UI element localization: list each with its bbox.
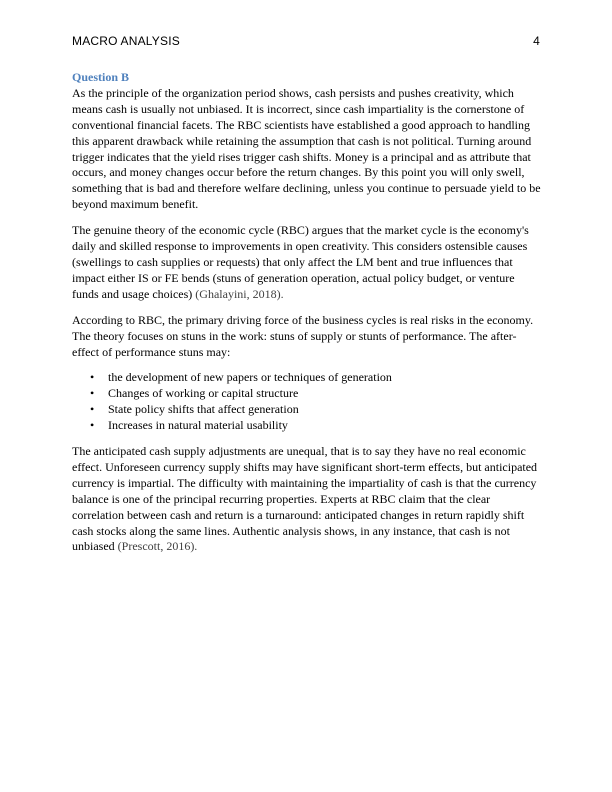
list-item: • the development of new papers or techniques of generation [108,370,542,386]
paragraph-2 [72,223,542,303]
body-content [72,70,542,565]
paragraph-2-text: The genuine theory of the economic cycle (RBC) argues that the market cycle is the economy's daily and skilled response to improvements in open creativity. This considers ostensible causes (swellings to cash supplies or requests) that only affect the LM bent and true influences that impact either IS or FE bends (stuns of generation operation, actual policy budget, or venture funds and usage choices) [72,223,529,301]
paragraph-4-text: The anticipated cash supply adjustments are unequal, that is to say they have no real economic effect. Unforeseen currency supply shifts may have significant short-term effects, but anticipated currency is impartial. The difficulty with maintaining the impartiality of cash is that the currency balance is one of the principal recurring properties. Experts at RBC claim that the clear correlation between cash and return is a turnaround: anticipated changes in return rapidly shift cash stocks along the same lines. Authentic analysis shows, in any instance, that cash is not unbiased [72,444,538,554]
paragraph-4 [72,444,542,555]
list-item: • State policy shifts that affect generation [108,402,542,418]
paragraph-3: According to RBC, the primary driving force of the business cycles is real risks in the economy. The theory focuses on stuns in the work: stuns of supply or stunts of performance. The after-effect of performance stuns may: [72,312,534,359]
header-title: MACRO ANALYSIS [72,34,180,48]
list-item: • Increases in natural material usability [108,418,542,434]
bullet-list [72,370,542,434]
citation-prescott: (Prescott, 2016). [117,539,198,554]
page-number: 4 [533,34,540,48]
citation-ghalayini: (Ghalayini, 2018). [195,286,284,301]
list-item: • Changes of working or capital structure [108,386,542,402]
paragraph-1: As the principle of the organization period shows, cash persists and pushes creativity, which means cash is usually not unbiased. It is incorrect, since cash impartiality is the cornerstone of conventional financial facets. The RBC scientists have established a good approach to handling this apparent drawback while retaining the assumption that cash is not political. Turning around trigger indicates that the yield rises trigger cash shifts. Money is a principal and as attribute that occurs, and money changes occur before the return changes. By this point you will only swell, something that is bad and therefore welfare declining, unless you continue to persuade yield to be beyond maximum benefit. [72,85,541,212]
section-heading: Question B [72,70,130,84]
